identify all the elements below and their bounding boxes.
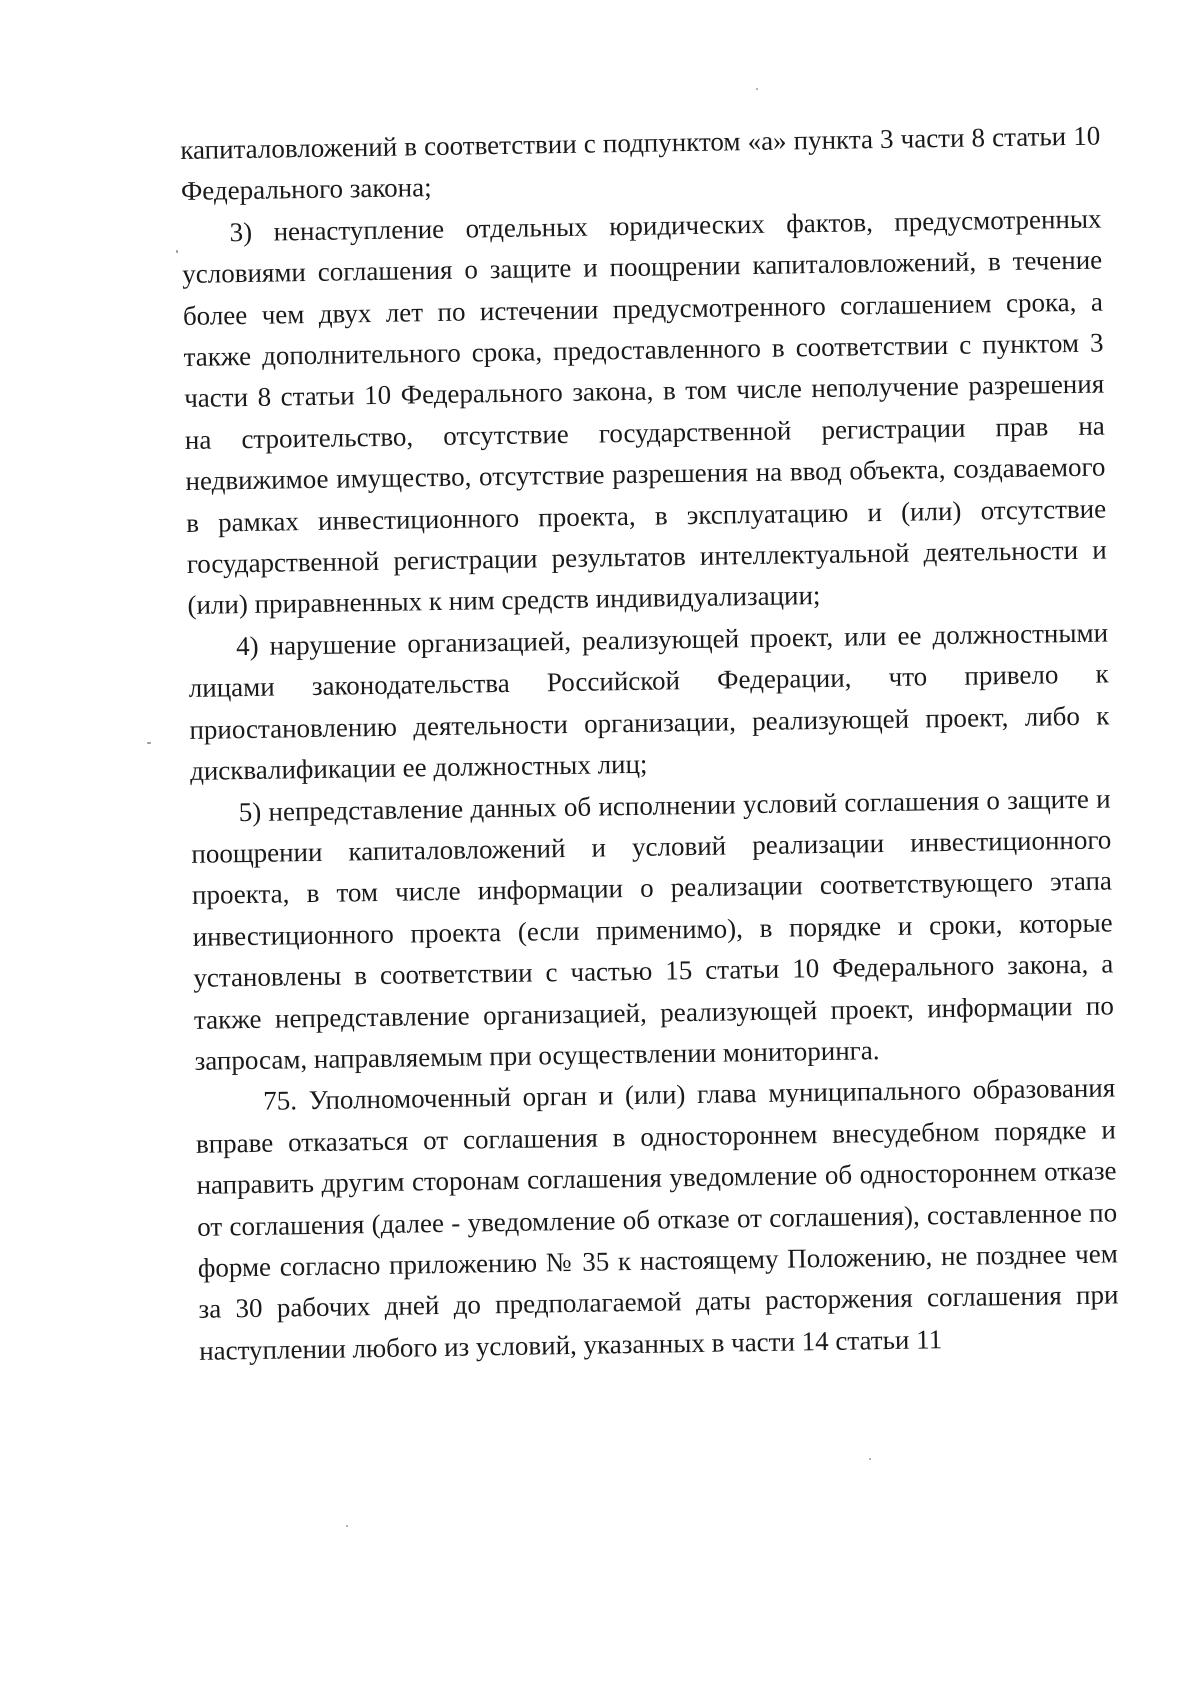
document-body bbox=[180, 116, 1119, 1372]
paragraph-item-3: 3) ненаступление отдельных юридических фактов, предусмотренных условиями соглашения о защите и поощрении капиталовложений, в течение более чем двух лет по истечении предусмотренного соглашением срока, а также дополнительного срока, предоставленного в соответствии с пунктом 3 части 8 статьи 10 Федерального закона, в том числе неполучение разрешения на строительство, отсутствие государственной регистрации прав на недвижимое имущество, отсутствие разрешения на ввод объекта, создаваемого в рамках инвестиционного проекта, в эксплуатацию и (или) отсутствие государственной регистрации результатов интеллектуальной деятельности и (или) приравненных к ним средств индивидуализации; bbox=[182, 203, 1107, 621]
paragraph-item-5: 5) непредставление данных об исполнении условий соглашения о защите и поощрении капиталовложений и условий реализации инвестиционного проекта, в том числе информации о реализации соответствующего этапа инвестиционного проекта (если применимо), в порядке и сроки, которые установлены в соответствии с частью 15 статьи 10 Федерального закона, а также непредставление организацией, реализующей проект, информации по запросам, направляемым при осуществлении мониторинга. bbox=[191, 782, 1115, 1076]
paragraph-item-4: 4) нарушение организацией, реализующей проект, или ее должностными лицами законодательства Российской Федерации, что привело к приостановлению деятельности организации, реализующей проект, либо к дисквалификации ее должностных лиц; bbox=[188, 617, 1110, 787]
scan-speck bbox=[869, 1458, 871, 1460]
scan-speck bbox=[756, 88, 758, 90]
scan-speck bbox=[147, 742, 151, 744]
paragraph-continuation: капиталовложений в соответствии с подпунктом «а» пункта 3 части 8 статьи 10 Федерального закона; bbox=[180, 120, 1101, 207]
scan-speck bbox=[176, 250, 178, 253]
paragraph-clause-75: 75. Уполномоченный орган и (или) глава муниципального образования вправе отказаться от соглашения в одностороннем внесудебном порядке и направить другим сторонам соглашения уведомление об одностороннем отказе от соглашения (далее - уведомление об отказе от соглашения), составленное по форме согласно приложению № 35 к настоящему Положению, не позднее чем за 30 рабочих дней до предполагаемой даты расторжения соглашения при наступлении любого из условий, указанных в части 14 статьи 11 bbox=[195, 1072, 1119, 1366]
scan-speck bbox=[346, 1525, 348, 1527]
